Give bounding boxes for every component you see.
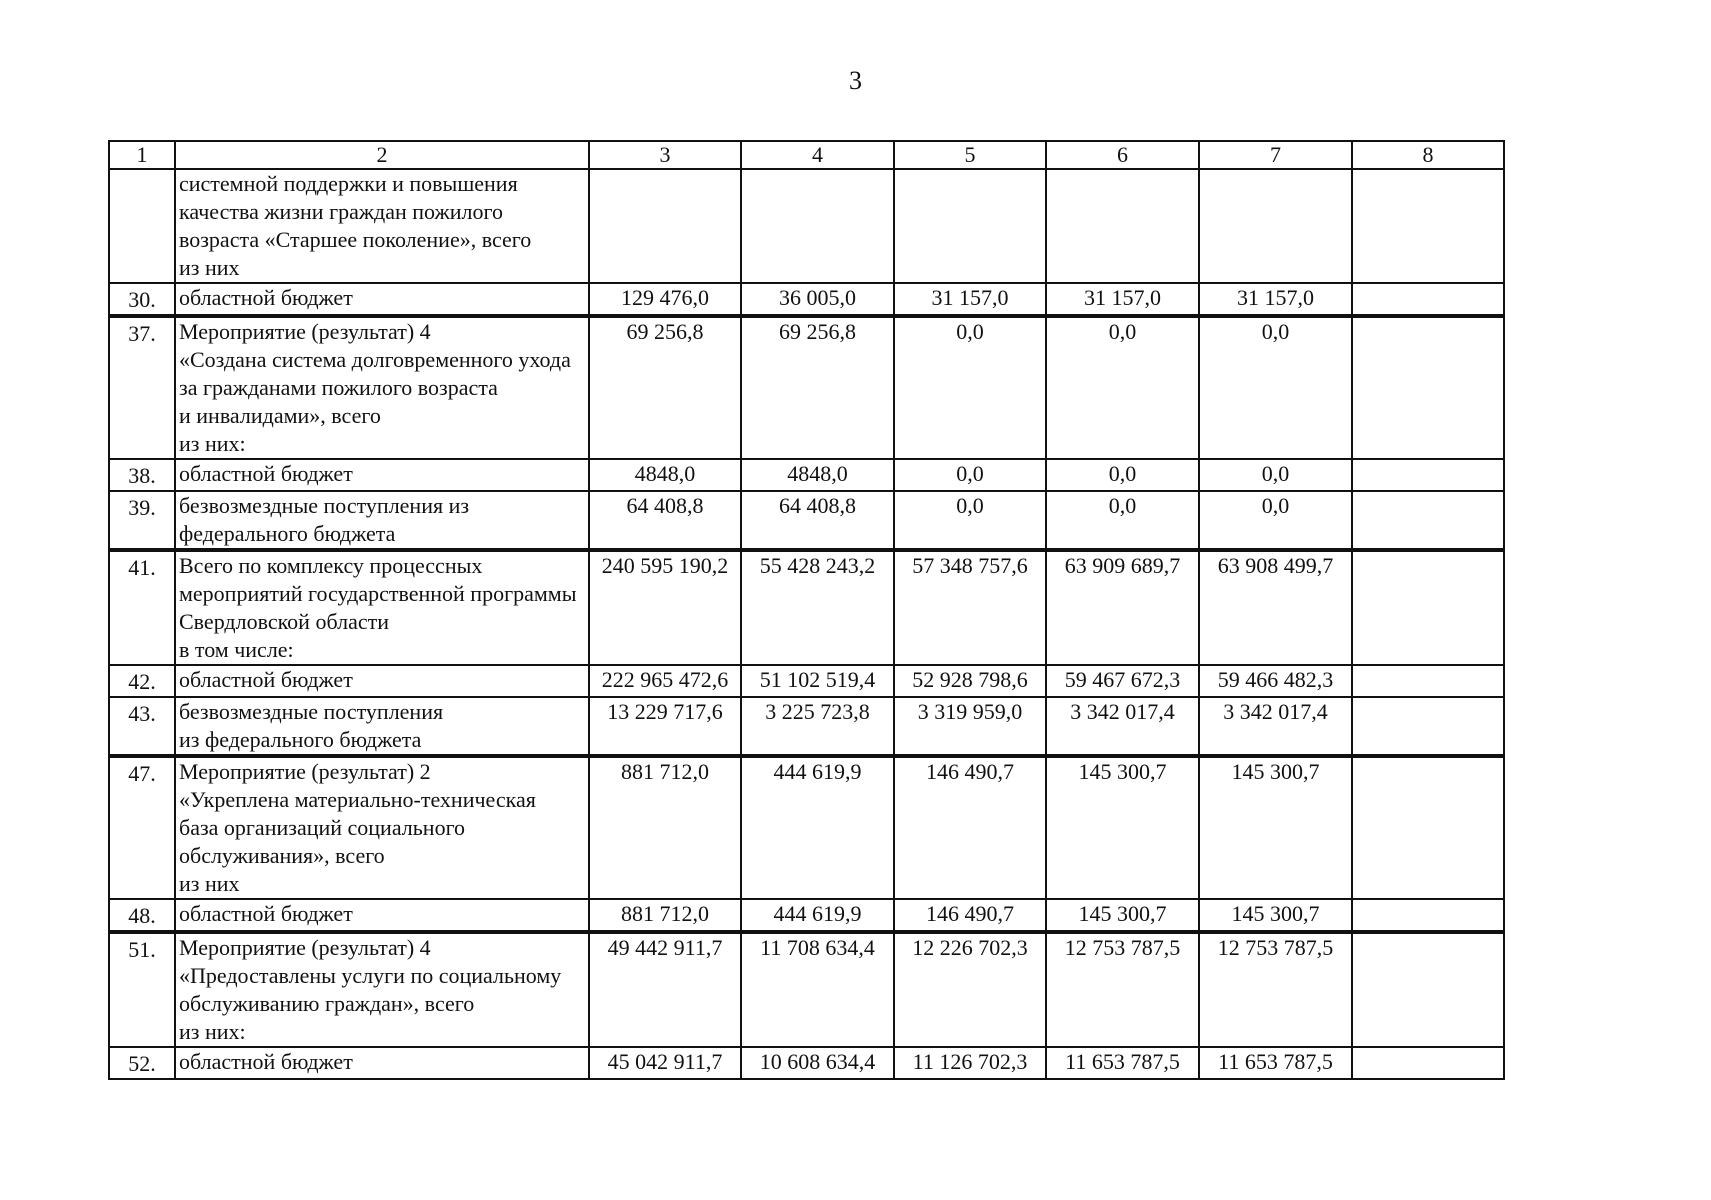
value-cell-c7: 145 300,7 — [1199, 757, 1352, 899]
value-cell-c3: 4848,0 — [589, 459, 741, 491]
value-cell-c5: 0,0 — [894, 491, 1046, 549]
value-cell-c6: 63 909 689,7 — [1046, 551, 1199, 665]
value-cell-c8 — [1352, 459, 1504, 491]
row-number: 51. — [109, 933, 175, 1047]
row-name: областной бюджет — [175, 665, 589, 697]
value-cell-c4: 444 619,9 — [741, 899, 894, 931]
value-cell-c3: 64 408,8 — [589, 491, 741, 549]
table-row — [109, 899, 1504, 931]
row-number: 37. — [109, 317, 175, 459]
value-cell-c5: 146 490,7 — [894, 899, 1046, 931]
value-cell-c3: 69 256,8 — [589, 317, 741, 459]
row-number: 38. — [109, 459, 175, 491]
value-cell-c6 — [1046, 169, 1199, 283]
value-cell-c3: 222 965 472,6 — [589, 665, 741, 697]
value-cell-c3: 881 712,0 — [589, 899, 741, 931]
value-cell-c8 — [1352, 697, 1504, 755]
value-cell-c8 — [1352, 491, 1504, 549]
value-cell-c7: 0,0 — [1199, 491, 1352, 549]
table-row — [109, 283, 1504, 315]
value-cell-c6: 0,0 — [1046, 491, 1199, 549]
value-cell-c7: 12 753 787,5 — [1199, 933, 1352, 1047]
row-name: областной бюджет — [175, 283, 589, 315]
table-row — [109, 317, 1504, 459]
row-number: 39. — [109, 491, 175, 549]
value-cell-c7: 59 466 482,3 — [1199, 665, 1352, 697]
header-cell: 4 — [741, 141, 894, 169]
value-cell-c8 — [1352, 317, 1504, 459]
row-number: 52. — [109, 1047, 175, 1079]
value-cell-c6: 145 300,7 — [1046, 757, 1199, 899]
value-cell-c8 — [1352, 933, 1504, 1047]
value-cell-c3: 881 712,0 — [589, 757, 741, 899]
row-name: Мероприятие (результат) 4 «Предоставлены услуги по социальному обслуживанию граждан», всего из них: — [175, 933, 589, 1047]
row-name: Мероприятие (результат) 4 «Создана система долговременного ухода за гражданами пожилого возраста и инвалидами», всего из них: — [175, 317, 589, 459]
value-cell-c3: 45 042 911,7 — [589, 1047, 741, 1079]
value-cell-c3: 129 476,0 — [589, 283, 741, 315]
row-number: 41. — [109, 551, 175, 665]
value-cell-c7: 0,0 — [1199, 459, 1352, 491]
header-cell: 5 — [894, 141, 1046, 169]
value-cell-c8 — [1352, 665, 1504, 697]
value-cell-c5: 146 490,7 — [894, 757, 1046, 899]
header-cell: 2 — [175, 141, 589, 169]
value-cell-c6: 59 467 672,3 — [1046, 665, 1199, 697]
row-name: областной бюджет — [175, 459, 589, 491]
header-cell: 7 — [1199, 141, 1352, 169]
value-cell-c4: 64 408,8 — [741, 491, 894, 549]
value-cell-c4: 10 608 634,4 — [741, 1047, 894, 1079]
table-row — [109, 459, 1504, 491]
value-cell-c7 — [1199, 169, 1352, 283]
value-cell-c5: 57 348 757,6 — [894, 551, 1046, 665]
value-cell-c8 — [1352, 551, 1504, 665]
page-number: 3 — [849, 66, 862, 95]
value-cell-c3: 240 595 190,2 — [589, 551, 741, 665]
value-cell-c5: 0,0 — [894, 317, 1046, 459]
row-number: 43. — [109, 697, 175, 755]
row-number: 48. — [109, 899, 175, 931]
row-name: областной бюджет — [175, 899, 589, 931]
row-number — [109, 169, 175, 283]
value-cell-c3: 49 442 911,7 — [589, 933, 741, 1047]
value-cell-c6: 145 300,7 — [1046, 899, 1199, 931]
row-name: Всего по комплексу процессных мероприятий государственной программы Свердловской области в том числе: — [175, 551, 589, 665]
value-cell-c8 — [1352, 283, 1504, 315]
row-name: системной поддержки и повышения качества жизни граждан пожилого возраста «Старшее поколение», всего из них — [175, 169, 589, 283]
value-cell-c8 — [1352, 1047, 1504, 1079]
value-cell-c6: 31 157,0 — [1046, 283, 1199, 315]
value-cell-c3: 13 229 717,6 — [589, 697, 741, 755]
row-name: безвозмездные поступления из федерального бюджета — [175, 697, 589, 755]
table-block5 — [108, 932, 1505, 1080]
value-cell-c5 — [894, 169, 1046, 283]
value-cell-c5: 3 319 959,0 — [894, 697, 1046, 755]
value-cell-c7: 0,0 — [1199, 317, 1352, 459]
header-cell: 3 — [589, 141, 741, 169]
table-row — [109, 757, 1504, 899]
value-cell-c6: 11 653 787,5 — [1046, 1047, 1199, 1079]
table-block4 — [108, 756, 1505, 932]
value-cell-c8 — [1352, 169, 1504, 283]
table-row — [109, 551, 1504, 665]
table-row — [109, 697, 1504, 755]
value-cell-c6: 3 342 017,4 — [1046, 697, 1199, 755]
value-cell-c5: 0,0 — [894, 459, 1046, 491]
value-cell-c4: 444 619,9 — [741, 757, 894, 899]
table-row — [109, 665, 1504, 697]
row-number: 47. — [109, 757, 175, 899]
value-cell-c4: 55 428 243,2 — [741, 551, 894, 665]
table-row — [109, 933, 1504, 1047]
value-cell-c7: 145 300,7 — [1199, 899, 1352, 931]
value-cell-c8 — [1352, 899, 1504, 931]
value-cell-c4: 69 256,8 — [741, 317, 894, 459]
value-cell-c4: 51 102 519,4 — [741, 665, 894, 697]
value-cell-c8 — [1352, 757, 1504, 899]
value-cell-c6: 0,0 — [1046, 459, 1199, 491]
table-row — [109, 491, 1504, 549]
table-block1 — [108, 140, 1505, 316]
value-cell-c7: 31 157,0 — [1199, 283, 1352, 315]
value-cell-c4: 11 708 634,4 — [741, 933, 894, 1047]
table-block2 — [108, 316, 1505, 550]
value-cell-c5: 31 157,0 — [894, 283, 1046, 315]
value-cell-c5: 12 226 702,3 — [894, 933, 1046, 1047]
value-cell-c4: 3 225 723,8 — [741, 697, 894, 755]
header-row — [109, 141, 1504, 169]
value-cell-c7: 3 342 017,4 — [1199, 697, 1352, 755]
row-number: 30. — [109, 283, 175, 315]
value-cell-c4 — [741, 169, 894, 283]
value-cell-c7: 63 908 499,7 — [1199, 551, 1352, 665]
row-name: безвозмездные поступления из федерального бюджета — [175, 491, 589, 549]
table-row — [109, 1047, 1504, 1079]
value-cell-c6: 0,0 — [1046, 317, 1199, 459]
header-cell: 8 — [1352, 141, 1504, 169]
value-cell-c4: 4848,0 — [741, 459, 894, 491]
value-cell-c3 — [589, 169, 741, 283]
row-number: 42. — [109, 665, 175, 697]
row-name: областной бюджет — [175, 1047, 589, 1079]
row-name: Мероприятие (результат) 2 «Укреплена материально-техническая база организаций социального обслуживания», всего из них — [175, 757, 589, 899]
header-cell: 6 — [1046, 141, 1199, 169]
table-block3 — [108, 550, 1505, 756]
value-cell-c5: 11 126 702,3 — [894, 1047, 1046, 1079]
value-cell-c5: 52 928 798,6 — [894, 665, 1046, 697]
header-cell: 1 — [109, 141, 175, 169]
value-cell-c6: 12 753 787,5 — [1046, 933, 1199, 1047]
table-row — [109, 169, 1504, 283]
value-cell-c7: 11 653 787,5 — [1199, 1047, 1352, 1079]
value-cell-c4: 36 005,0 — [741, 283, 894, 315]
